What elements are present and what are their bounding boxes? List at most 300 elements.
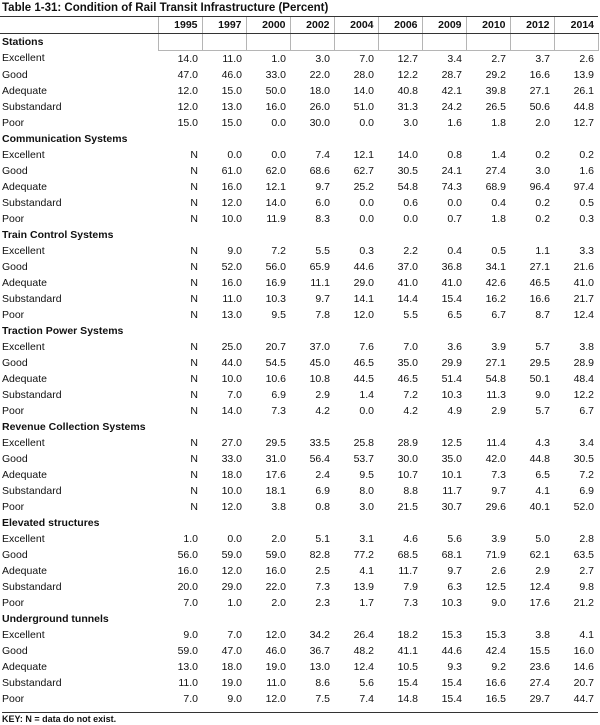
table-row [0,99,598,115]
row-label: Poor [2,116,25,129]
section-header-row [0,131,598,147]
row-label: Excellent [2,340,45,353]
value-cell: 1.0 [271,52,286,65]
value-cell: 71.9 [485,548,506,561]
value-cell: 15.4 [397,676,418,689]
section-blank-cell [290,227,334,243]
value-cell: 28.9 [397,436,418,449]
section-blank-cell [246,323,290,339]
value-cell: N [190,308,198,321]
value-cell: 54.8 [397,180,418,193]
value-cell: 18.1 [265,484,286,497]
value-cell: 2.7 [491,52,506,65]
table-row [0,435,598,451]
value-cell: N [190,148,198,161]
value-cell: 47.0 [221,644,242,657]
value-cell: 11.0 [266,676,286,689]
value-cell: 12.0 [177,84,198,97]
value-cell: 42.6 [485,276,506,289]
row-label: Good [2,548,28,561]
section-blank-cell [422,34,466,51]
value-cell: 16.0 [221,180,242,193]
value-cell: 3.0 [535,164,550,177]
value-cell: 17.6 [529,596,550,609]
value-cell: 27.1 [485,356,506,369]
value-cell: N [190,452,198,465]
value-cell: 6.5 [447,308,462,321]
value-cell: 0.0 [271,116,286,129]
value-cell: 1.1 [535,244,550,257]
value-cell: 9.8 [579,580,594,593]
value-cell: 51.4 [441,372,462,385]
section-blank-cell [510,131,554,147]
table-row [0,643,598,659]
value-cell: 15.0 [221,84,242,97]
value-cell: 15.4 [441,292,462,305]
value-cell: 3.8 [271,500,286,513]
section-blank-cell [158,131,202,147]
section-header-row [0,515,598,531]
value-cell: 33.0 [221,452,242,465]
value-cell: 26.4 [353,628,374,641]
value-cell: 35.0 [441,452,462,465]
table-row [0,595,598,611]
value-cell: 68.5 [397,548,418,561]
row-label: Good [2,68,28,81]
table-row [0,563,598,579]
value-cell: 52.0 [573,500,594,513]
value-cell: 0.3 [579,212,594,225]
row-label: Good [2,644,28,657]
value-cell: 21.7 [573,292,594,305]
value-cell: 0.7 [447,212,462,225]
value-cell: 8.3 [315,212,330,225]
section-blank-cell [246,515,290,531]
row-label: Good [2,356,28,369]
value-cell: 12.7 [397,52,418,65]
value-cell: 10.3 [441,388,462,401]
value-cell: 10.8 [309,372,330,385]
value-cell: 12.5 [485,580,506,593]
value-cell: 59.0 [221,548,242,561]
table-row [0,579,598,595]
value-cell: 9.2 [491,660,506,673]
value-cell: 8.8 [403,484,418,497]
value-cell: 14.0 [397,148,418,161]
value-cell: 3.3 [579,244,594,257]
value-cell: 16.0 [177,564,198,577]
value-cell: 0.2 [535,148,550,161]
value-cell: 45.0 [309,356,330,369]
value-cell: 20.7 [573,676,594,689]
value-cell: 56.4 [309,452,330,465]
value-cell: 68.6 [309,164,330,177]
table-row [0,83,598,99]
section-blank-cell [554,611,598,627]
value-cell: 11.1 [310,276,330,289]
value-cell: 5.5 [315,244,330,257]
value-cell: 10.0 [221,212,242,225]
row-label: Substandard [2,388,62,401]
table-row [0,275,598,291]
section-blank-cell [378,131,422,147]
value-cell: 14.0 [221,404,242,417]
value-cell: 11.0 [178,676,198,689]
section-blank-cell [378,323,422,339]
value-cell: 3.8 [535,628,550,641]
row-label: Excellent [2,628,45,641]
value-cell: 9.0 [535,388,550,401]
value-cell: 40.1 [529,500,550,513]
section-blank-cell [246,611,290,627]
value-cell: 12.0 [265,692,286,705]
section-blank-cell [466,419,510,435]
value-cell: 6.9 [579,484,594,497]
data-table [0,16,599,707]
value-cell: 15.3 [485,628,506,641]
value-cell: 56.0 [265,260,286,273]
value-cell: 16.0 [221,276,242,289]
section-blank-cell [290,323,334,339]
value-cell: 12.1 [265,180,286,193]
value-cell: 6.9 [315,484,330,497]
value-cell: 61.0 [221,164,242,177]
value-cell: 9.0 [227,244,242,257]
value-cell: 7.4 [359,692,374,705]
value-cell: 1.8 [491,116,506,129]
section-blank-cell [466,34,510,51]
value-cell: 0.0 [359,212,374,225]
table-row [0,163,598,179]
value-cell: 7.2 [579,468,594,481]
value-cell: 12.0 [265,628,286,641]
value-cell: 2.6 [491,564,506,577]
value-cell: 28.0 [353,68,374,81]
value-cell: 97.4 [573,180,594,193]
value-cell: 1.4 [359,388,374,401]
value-cell: 7.9 [403,580,418,593]
value-cell: 0.0 [271,148,286,161]
row-label: Poor [2,692,25,705]
value-cell: 21.2 [573,596,594,609]
value-cell: 96.4 [529,180,550,193]
value-cell: 12.0 [221,196,242,209]
table-row [0,307,598,323]
value-cell: 34.2 [309,628,330,641]
value-cell: 26.1 [573,84,594,97]
value-cell: 37.0 [309,340,330,353]
section-blank-cell [158,515,202,531]
row-label: Excellent [2,532,45,545]
value-cell: 31.3 [397,100,418,113]
value-cell: 3.9 [491,340,506,353]
value-cell: 10.6 [265,372,286,385]
value-cell: 7.2 [271,244,286,257]
table-title: Table 1-31: Condition of Rail Transit Infrastructure (Percent) [2,2,329,14]
section-blank-cell [554,34,598,51]
value-cell: 9.0 [491,596,506,609]
value-cell: 48.2 [353,644,374,657]
value-cell: 29.2 [485,68,506,81]
value-cell: 27.0 [221,436,242,449]
value-cell: 15.0 [177,116,198,129]
value-cell: N [190,484,198,497]
value-cell: 12.4 [353,660,374,673]
value-cell: 15.3 [441,628,462,641]
section-title: Communication Systems [2,132,128,145]
year-header: 1995 [158,17,202,34]
value-cell: 10.0 [221,372,242,385]
value-cell: 26.0 [309,100,330,113]
section-header-row [0,611,598,627]
section-blank-cell [422,227,466,243]
value-cell: 51.0 [353,100,374,113]
value-cell: 0.0 [403,212,418,225]
section-title: Train Control Systems [2,228,114,241]
section-blank-cell [202,131,246,147]
section-blank-cell [466,323,510,339]
value-cell: 46.5 [353,356,374,369]
section-blank-cell [510,227,554,243]
value-cell: 13.0 [177,660,198,673]
value-cell: 7.3 [403,596,418,609]
table-row [0,339,598,355]
value-cell: 50.0 [265,84,286,97]
value-cell: 6.9 [271,388,286,401]
value-cell: N [190,244,198,257]
section-blank-cell [510,323,554,339]
value-cell: 77.2 [353,548,374,561]
value-cell: 4.2 [315,404,330,417]
value-cell: 2.0 [271,596,286,609]
table-row [0,211,598,227]
value-cell: 20.0 [177,580,198,593]
value-cell: 2.6 [579,52,594,65]
table-row [0,371,598,387]
value-cell: 5.7 [535,340,550,353]
value-cell: 1.6 [579,164,594,177]
value-cell: 74.3 [441,180,462,193]
table-row [0,195,598,211]
table-row [0,115,598,131]
value-cell: 24.2 [441,100,462,113]
value-cell: 8.6 [315,676,330,689]
value-cell: 0.4 [447,244,462,257]
value-cell: 48.4 [573,372,594,385]
table-row [0,355,598,371]
section-blank-cell [510,419,554,435]
value-cell: 12.2 [397,68,418,81]
section-header-row [0,323,598,339]
value-cell: 50.1 [529,372,550,385]
value-cell: 15.0 [221,116,242,129]
value-cell: 5.0 [535,532,550,545]
value-cell: 0.0 [359,116,374,129]
value-cell: 46.0 [221,68,242,81]
section-blank-cell [246,131,290,147]
section-blank-cell [158,611,202,627]
value-cell: 46.5 [397,372,418,385]
section-blank-cell [334,227,378,243]
value-cell: 9.0 [227,692,242,705]
value-cell: 12.4 [529,580,550,593]
value-cell: 46.0 [265,644,286,657]
value-cell: 12.2 [573,388,594,401]
value-cell: 4.6 [403,532,418,545]
value-cell: 2.9 [315,388,330,401]
value-cell: 7.0 [403,340,418,353]
value-cell: 9.5 [359,468,374,481]
value-cell: 41.0 [441,276,462,289]
value-cell: 7.2 [403,388,418,401]
value-cell: 2.0 [271,532,286,545]
value-cell: 42.0 [485,452,506,465]
value-cell: 0.0 [359,196,374,209]
value-cell: 7.8 [315,308,330,321]
table-row [0,451,598,467]
value-cell: 3.1 [359,532,374,545]
value-cell: 16.0 [573,644,594,657]
row-label: Substandard [2,196,62,209]
value-cell: 10.7 [397,468,418,481]
year-header: 1997 [202,17,246,34]
value-cell: 15.5 [529,644,550,657]
value-cell: 10.1 [441,468,462,481]
section-blank-cell [510,611,554,627]
section-header-row [0,227,598,243]
table-row [0,547,598,563]
section-blank-cell [202,227,246,243]
value-cell: 9.3 [447,660,462,673]
value-cell: 16.9 [265,276,286,289]
value-cell: 62.1 [529,548,550,561]
value-cell: 23.6 [529,660,550,673]
year-header: 2004 [334,17,378,34]
table-row [0,259,598,275]
row-label: Adequate [2,276,47,289]
row-label: Adequate [2,660,47,673]
value-cell: 10.3 [441,596,462,609]
value-cell: 16.0 [265,564,286,577]
value-cell: 7.3 [271,404,286,417]
row-label: Excellent [2,244,45,257]
section-blank-cell [466,611,510,627]
value-cell: 52.0 [221,260,242,273]
value-cell: 8.0 [359,484,374,497]
section-blank-cell [246,34,290,51]
value-cell: N [190,468,198,481]
value-cell: 3.4 [447,52,462,65]
value-cell: 19.0 [265,660,286,673]
section-blank-cell [554,323,598,339]
value-cell: 50.6 [529,100,550,113]
value-cell: 30.5 [573,452,594,465]
value-cell: 29.0 [353,276,374,289]
row-label: Poor [2,308,25,321]
section-blank-cell [510,515,554,531]
value-cell: N [190,356,198,369]
table-body [0,34,598,707]
value-cell: 4.2 [403,404,418,417]
value-cell: 7.0 [359,52,374,65]
table-row [0,179,598,195]
value-cell: 27.1 [529,84,550,97]
value-cell: 27.4 [529,676,550,689]
value-cell: 53.7 [353,452,374,465]
section-blank-cell [334,131,378,147]
row-label: Poor [2,500,25,513]
value-cell: 22.0 [309,68,330,81]
value-cell: 9.7 [315,292,330,305]
table-row [0,627,598,643]
value-cell: 29.5 [265,436,286,449]
section-blank-cell [202,611,246,627]
section-blank-cell [334,515,378,531]
year-header: 2002 [290,17,334,34]
value-cell: N [190,436,198,449]
value-cell: 68.9 [485,180,506,193]
value-cell: N [190,164,198,177]
row-label: Good [2,260,28,273]
value-cell: 13.9 [573,68,594,81]
value-cell: 12.5 [441,436,462,449]
value-cell: 13.0 [221,100,242,113]
value-cell: 44.5 [353,372,374,385]
value-cell: 18.2 [397,628,418,641]
value-cell: 25.8 [353,436,374,449]
value-cell: 22.0 [265,580,286,593]
row-label: Poor [2,404,25,417]
value-cell: 9.7 [315,180,330,193]
value-cell: 2.9 [535,564,550,577]
value-cell: 18.0 [309,84,330,97]
value-cell: 62.0 [265,164,286,177]
value-cell: 14.0 [353,84,374,97]
value-cell: 54.5 [265,356,286,369]
value-cell: 82.8 [309,548,330,561]
value-cell: 42.4 [485,644,506,657]
row-label: Good [2,452,28,465]
value-cell: 7.0 [227,628,242,641]
section-blank-cell [554,227,598,243]
section-title: Underground tunnels [2,612,109,625]
value-cell: 36.7 [309,644,330,657]
value-cell: 0.2 [535,212,550,225]
value-cell: 29.9 [441,356,462,369]
value-cell: 25.2 [353,180,374,193]
section-blank-cell [510,34,554,51]
value-cell: 33.5 [309,436,330,449]
row-label: Poor [2,212,25,225]
section-blank-cell [334,323,378,339]
value-cell: 5.7 [535,404,550,417]
section-blank-cell [422,323,466,339]
value-cell: 44.0 [221,356,242,369]
section-blank-cell [202,515,246,531]
value-cell: 41.0 [573,276,594,289]
value-cell: 9.7 [447,564,462,577]
section-header-row [0,34,598,51]
value-cell: 18.0 [221,468,242,481]
value-cell: N [190,260,198,273]
value-cell: 5.6 [359,676,374,689]
section-blank-cell [466,515,510,531]
value-cell: 33.0 [265,68,286,81]
value-cell: 12.1 [353,148,374,161]
value-cell: 4.1 [535,484,550,497]
year-header: 2009 [422,17,466,34]
value-cell: N [190,404,198,417]
